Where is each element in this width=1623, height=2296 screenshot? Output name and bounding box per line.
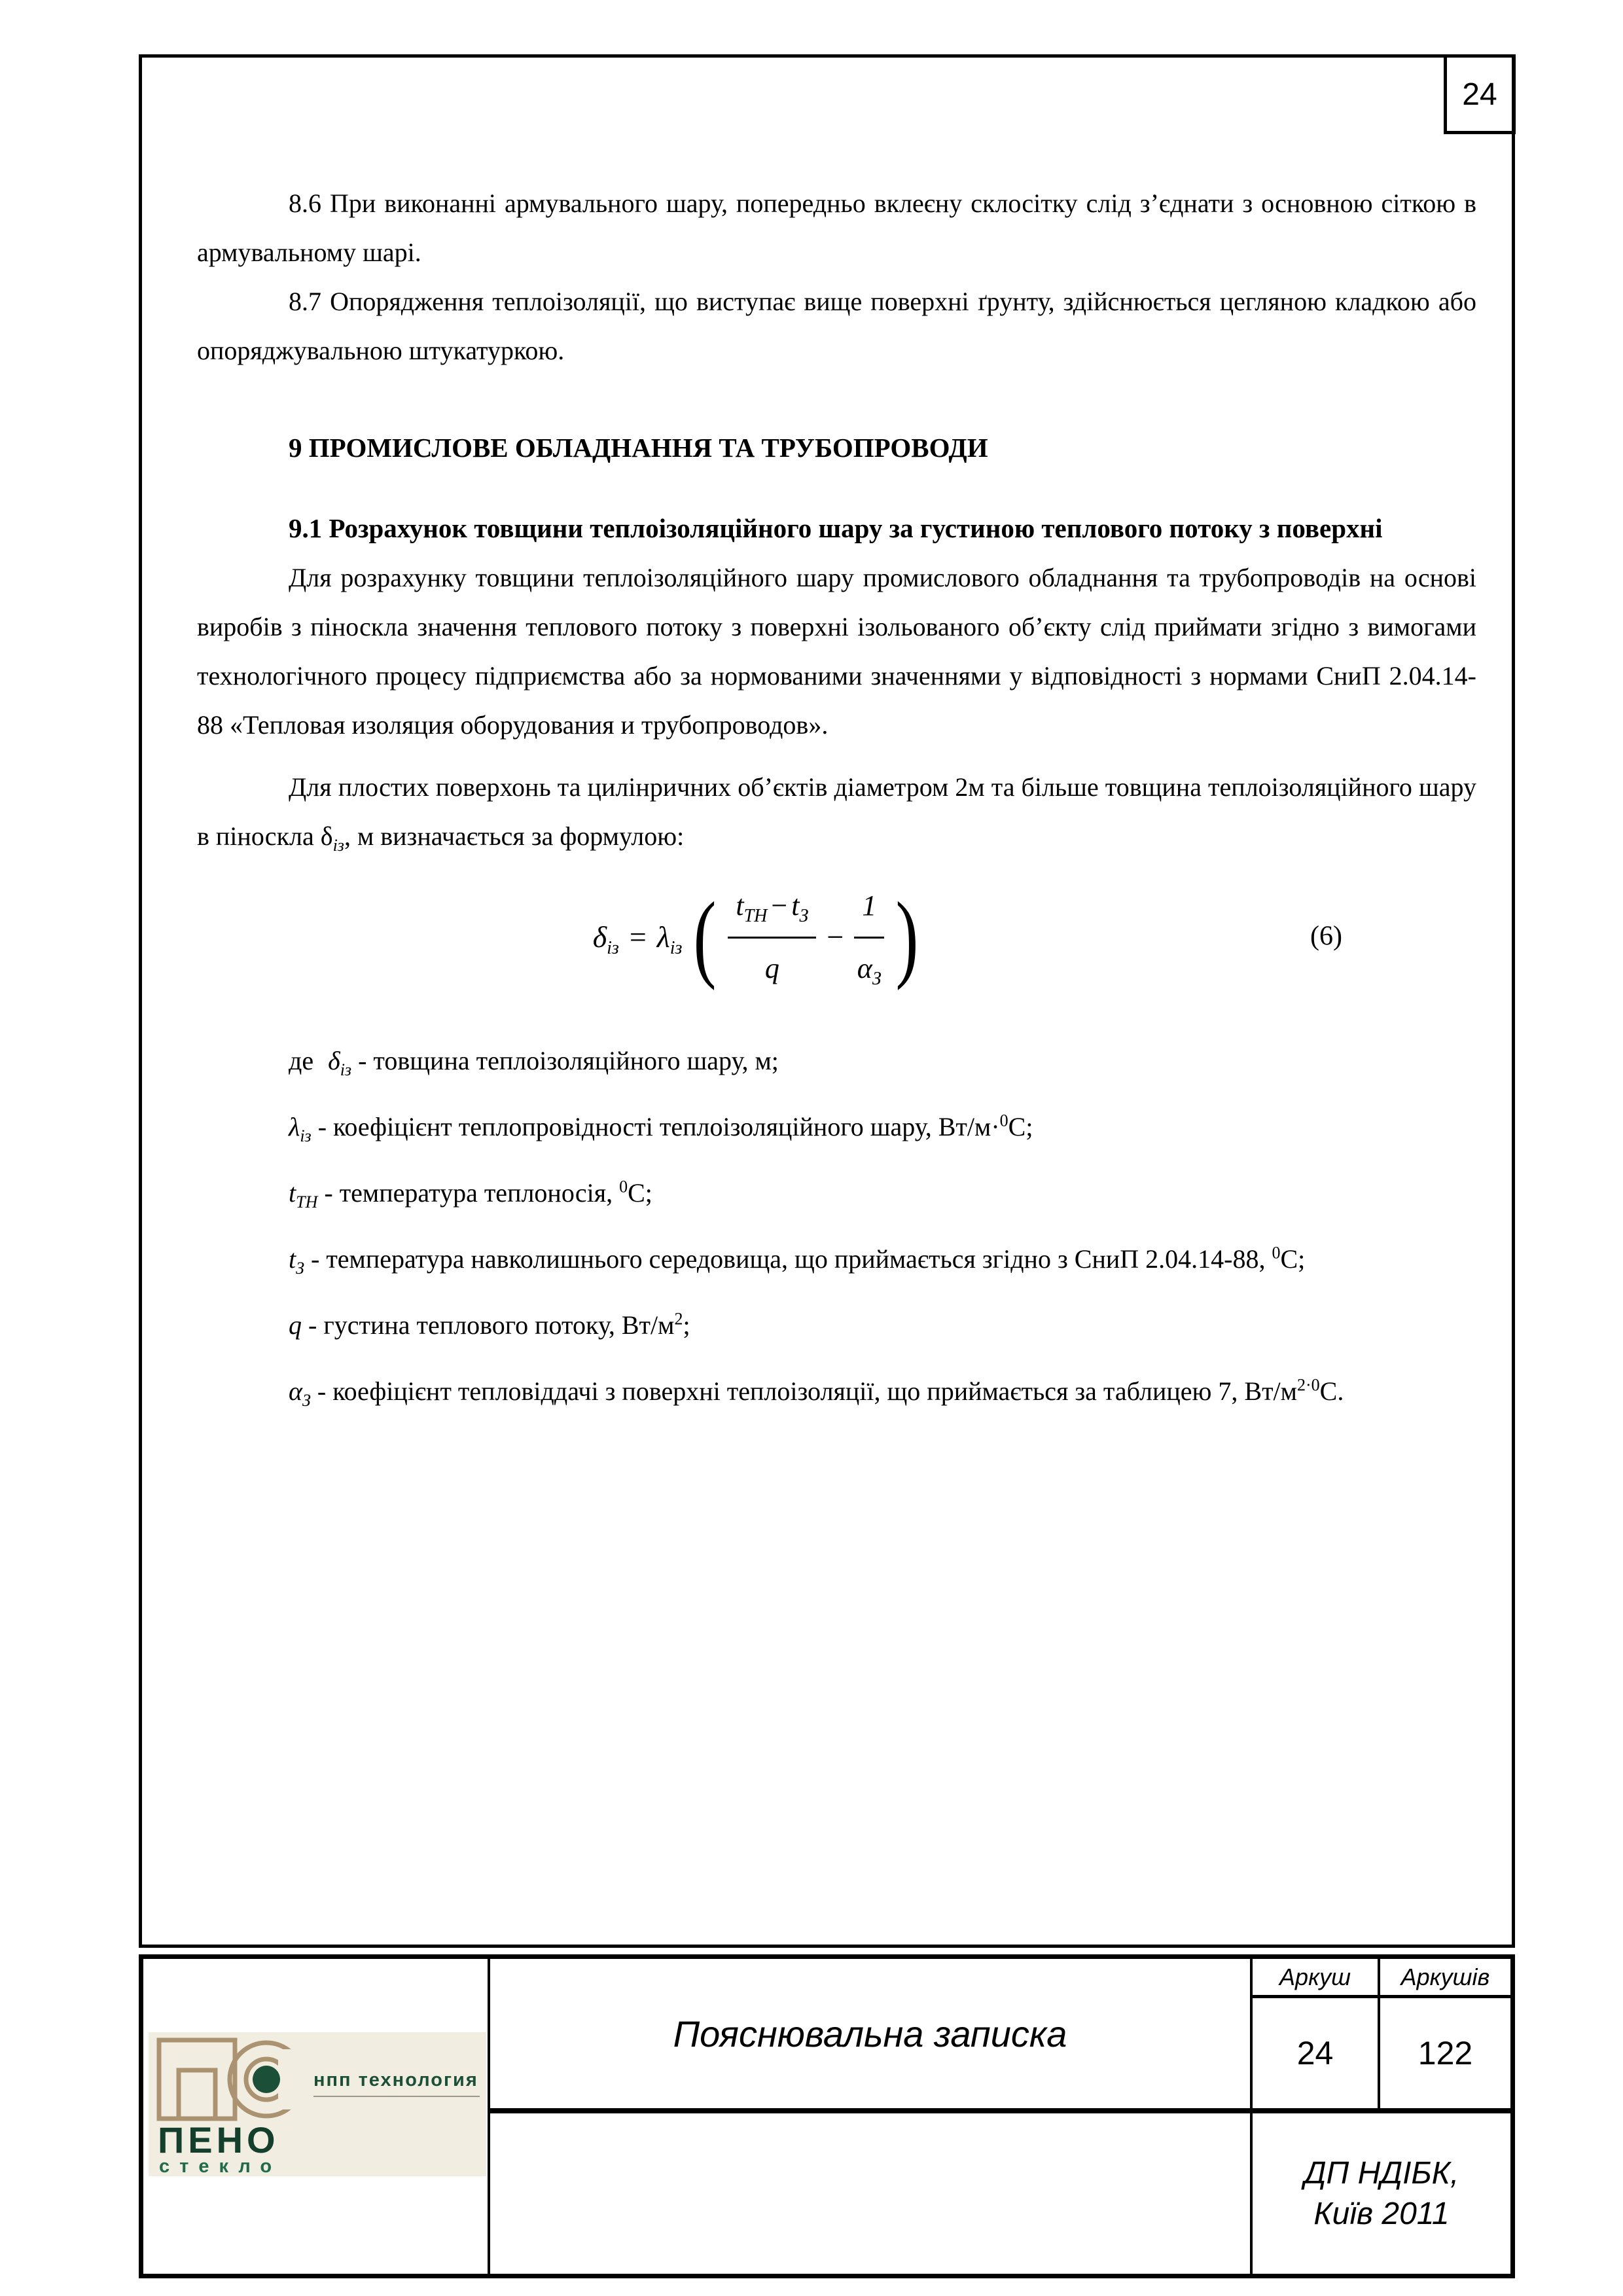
fraction-1-denominator: q [764, 952, 779, 984]
delta-symbol: δ [592, 920, 607, 954]
where-word: де [289, 1046, 314, 1075]
alpha-symbol: α [289, 1376, 302, 1406]
sheet-number-value: 24 [1296, 2035, 1334, 2072]
definition-alpha: $\alpha_З$ - коефіцієнт тепловіддачі з поверхні теплоізоляції, що приймається за таблицею 7, $Вт/м^{2\cdot 0}С$. [289, 1375, 1344, 1410]
document-body [197, 54, 1476, 1416]
paragraph-flat-post: , м визначається за формулою: [344, 821, 685, 851]
delta-subscript: із [332, 836, 344, 855]
t-tn-symbol: t [289, 1178, 296, 1208]
title-block-table [139, 1954, 1515, 2278]
formula-6-row [197, 871, 1476, 1002]
organization-line-1: ДП НДІБК, [1304, 2155, 1459, 2191]
definition-q: q - густина теплового потоку, $Вт/м^2$; [289, 1309, 690, 1340]
section-9-heading: 9 ПРОМИСЛОВЕ ОБЛАДНАННЯ ТА ТРУБОПРОВОДИ [289, 433, 988, 463]
fraction-2 [854, 881, 884, 993]
penosteklo-logo-icon [149, 2032, 486, 2176]
paragraph-calc: Для розрахунку товщини теплоізоляційного шару промислового обладнання та трубопроводів на основі виробів з піноскла значення теплового потоку з поверхні ізольованого об’єкту слід приймати згідно з вимогами технологічного процесу підприємства або за нормованими значеннями у відповідності з нормами СниП 2.04.14-88 «Тепловая изоляция оборудования и трубопроводов». [197, 563, 1476, 740]
lambda-symbol: λ [289, 1112, 300, 1141]
page-number: 24 [1462, 77, 1497, 112]
section-9-1-heading: 9.1 Розрахунок товщини теплоізоляційного шару за густиною теплового потоку з поверхні [289, 513, 1383, 543]
equals-sign: = [629, 920, 647, 954]
lambda-symbol: λ [656, 920, 670, 954]
alpha-symbol: α [857, 952, 872, 984]
document-title: Пояснювальна записка [673, 2013, 1067, 2054]
delta-symbol: δ [328, 1046, 340, 1075]
paragraph-8-6: 8.6 При виконанні армувального шару, попередньо вклеєну склосітку слід з’єднати з основною сіткою в армувальному шарі. [197, 188, 1476, 267]
definition-lambda: $\lambda_{із}$ - коефіцієнт теплопровідності теплоізоляційного шару, Вт/м·$^0$С; [289, 1111, 1033, 1145]
paragraph-flat-surfaces [197, 762, 1476, 861]
formula-6-expression: $\delta_{із}$ = $\lambda_{із}$ ( $\frac{t_{ТН} - t_З}{q}$ − $\frac{1}{\alpha_З}$ ) [593, 881, 924, 993]
organization-cell [1253, 2113, 1510, 2274]
paragraph-flat-pre: Для плостих поверхонь та цилінричних об’єктів діаметром 2м та більше товщина теплоізоляційного шару в піноскла δ [197, 772, 1476, 851]
paragraph-8-7: 8.7 Опорядження теплоізоляції, що виступає вище поверхні ґрунту, здійснюється цегляною кладкою або опоряджувальною штукатуркою. [197, 287, 1476, 365]
logo-steklo-text: стекло [159, 2156, 282, 2176]
definition-t-z: $t_З$ - температура навколишнього середовища, що приймається згідно з СниП 2.04.14-88, $^0$С; [289, 1243, 1306, 1278]
formula-lhs: $\delta_{із}$ [592, 920, 619, 958]
sheet-column-header: Аркуш [1279, 1963, 1351, 1990]
formula-lambda: $\lambda_{із}$ [656, 920, 683, 958]
logo-peno-text: ПЕНО [158, 2119, 279, 2161]
t-z-symbol: t [289, 1244, 296, 1274]
equation-number: (6) [1310, 921, 1342, 952]
minus-sign: − [771, 889, 788, 922]
fraction-1-numerator: $t_{ТН} - t_З$ [728, 881, 816, 939]
minus-sign: − [827, 920, 844, 954]
logo-npp-text: нпп технология [313, 2070, 478, 2090]
definition-t-tn: $t_{ТН}$ - температура теплоносія, $^0$С; [289, 1177, 652, 1211]
fraction-1 [728, 881, 816, 993]
logo-c-gap [278, 2049, 317, 2109]
logo-green-dot [253, 2066, 280, 2093]
organization-line-2: Київ 2011 [1313, 2196, 1450, 2231]
sheets-column-header: Аркушів [1400, 1963, 1490, 1990]
sheets-total-value: 122 [1418, 2035, 1473, 2072]
divider [488, 2108, 1510, 2113]
fraction-2-denominator: $\alpha_З$ [857, 952, 882, 989]
fraction-2-numerator: 1 [854, 881, 884, 939]
q-symbol: q [289, 1310, 302, 1340]
definition-delta: де $\delta_{із}$ - товщина теплоізоляційного шару, м; [289, 1046, 779, 1079]
